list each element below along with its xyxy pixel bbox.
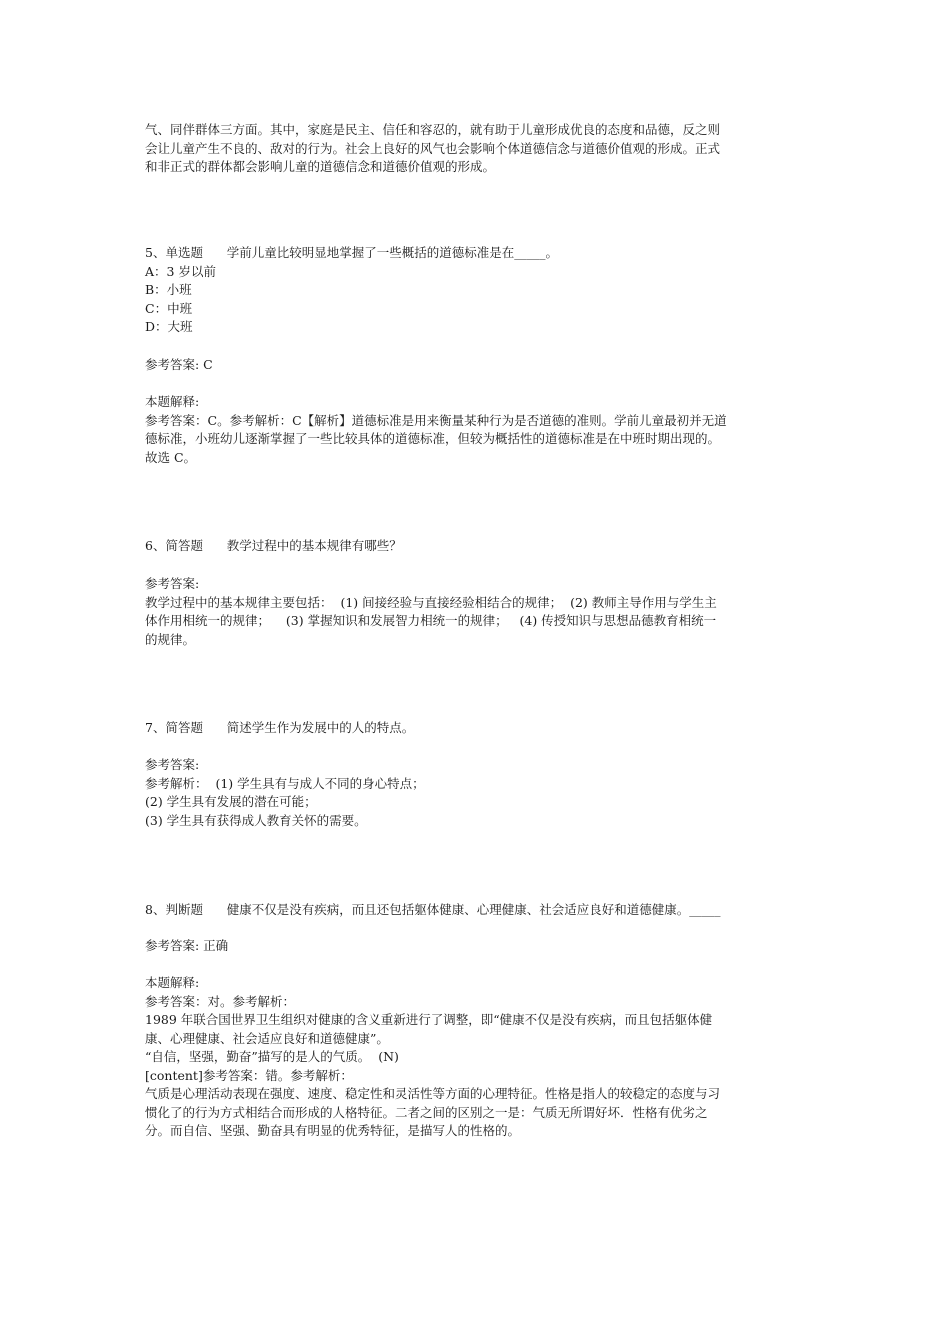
question-header: 8、判断题 健康不仅是没有疾病，而且还包括躯体健康、心理健康、社会适应良好和道德健康。_____ — [145, 902, 721, 917]
question-header: 7、简答题 简述学生作为发展中的人的特点。 — [145, 720, 415, 735]
text-line: 体作用相统一的规律； (3) 掌握知识和发展智力相统一的规律； (4) 传授知识与思想品德教育相统一 — [145, 613, 717, 628]
text-line: 分。而自信、坚强、勤奋具有明显的优秀特征，是描写人的性格的。 — [145, 1123, 521, 1138]
question-header: 5、单选题 学前儿童比较明显地掌握了一些概括的道德标准是在_____。 — [145, 245, 559, 260]
question-7 — [145, 719, 810, 738]
question-5 — [145, 244, 810, 337]
question-header: 6、简答题 教学过程中的基本规律有哪些？ — [145, 538, 402, 553]
text-line: 参考答案：C。参考解析：C【解析】道德标准是用来衡量某种行为是否道德的准则。学前儿童最初并无道 — [145, 412, 727, 428]
text-line: 德标准，小班幼儿逐渐掌握了一些比较具体的道德标准，但较为概括性的道德标准是在中班时期出现的。 — [145, 431, 721, 446]
answer-text: 参考答案: C — [145, 357, 213, 372]
text-line: 惯化了的行为方式相结合而形成的人格特征。二者之间的区别之一是：气质无所谓好坏．性格有优劣之 — [145, 1104, 708, 1120]
text-line: (2) 学生具有发展的潜在可能； — [145, 794, 317, 809]
text-line: 参考解析： (1) 学生具有与成人不同的身心特点； — [145, 775, 425, 791]
question-6-answer — [145, 575, 810, 649]
text-line: [content]参考答案：错。参考解析： — [145, 1067, 353, 1083]
answer-text: 参考答案: 正确 — [145, 938, 229, 953]
option-d: D：大班 — [145, 319, 193, 334]
answer-label: 参考答案: — [145, 576, 200, 591]
text-line: 教学过程中的基本规律主要包括： (1) 间接经验与直接经验相结合的规律； (2) 教师主导作用与学生主 — [145, 594, 717, 610]
question-5-answer — [145, 356, 810, 375]
question-6 — [145, 537, 810, 556]
option-b: B：小班 — [145, 282, 192, 297]
text-line: 气质是心理活动表现在强度、速度、稳定性和灵活性等方面的心理特征。性格是指人的较稳定的态度与习 — [145, 1086, 721, 1101]
text-line: (3) 学生具有获得成人教育关怀的需要。 — [145, 812, 367, 828]
explanation-label: 本题解释: — [145, 394, 200, 409]
option-c: C：中班 — [145, 300, 193, 316]
question-8 — [145, 901, 810, 920]
text-line: 参考答案：对。参考解析： — [145, 993, 296, 1009]
question-7-answer — [145, 756, 810, 830]
text-line: 康、心理健康、社会适应良好和道德健康”。 — [145, 1030, 389, 1046]
text-line: 和非正式的群体都会影响儿童的道德信念和道德价值观的形成。 — [145, 159, 496, 174]
explanation-label: 本题解释: — [145, 975, 200, 990]
option-a: A：3 岁以前 — [145, 263, 216, 279]
text-line: 的规律。 — [145, 631, 196, 647]
text-line: 气、同伴群体三方面。其中，家庭是民主、信任和容忍的，就有助于儿童形成优良的态度和品德，反之则 — [145, 122, 721, 137]
question-8-answer — [145, 937, 810, 956]
question-8-explanation — [145, 974, 810, 1141]
text-line: 故选 C。 — [145, 449, 197, 465]
text-line: “自信，坚强，勤奋”描写的是人的气质。 (N) — [145, 1049, 399, 1064]
question-5-explanation — [145, 393, 810, 467]
answer-label: 参考答案: — [145, 757, 200, 772]
text-line: 会让儿童产生不良的、敌对的行为。社会上良好的风气也会影响个体道德信念与道德价值观的形成。正式 — [145, 140, 721, 156]
intro-paragraph — [145, 121, 810, 177]
text-line: 1989 年联合国世界卫生组织对健康的含义重新进行了调整，即“健康不仅是没有疾病，而且包括躯体健 — [145, 1012, 713, 1027]
